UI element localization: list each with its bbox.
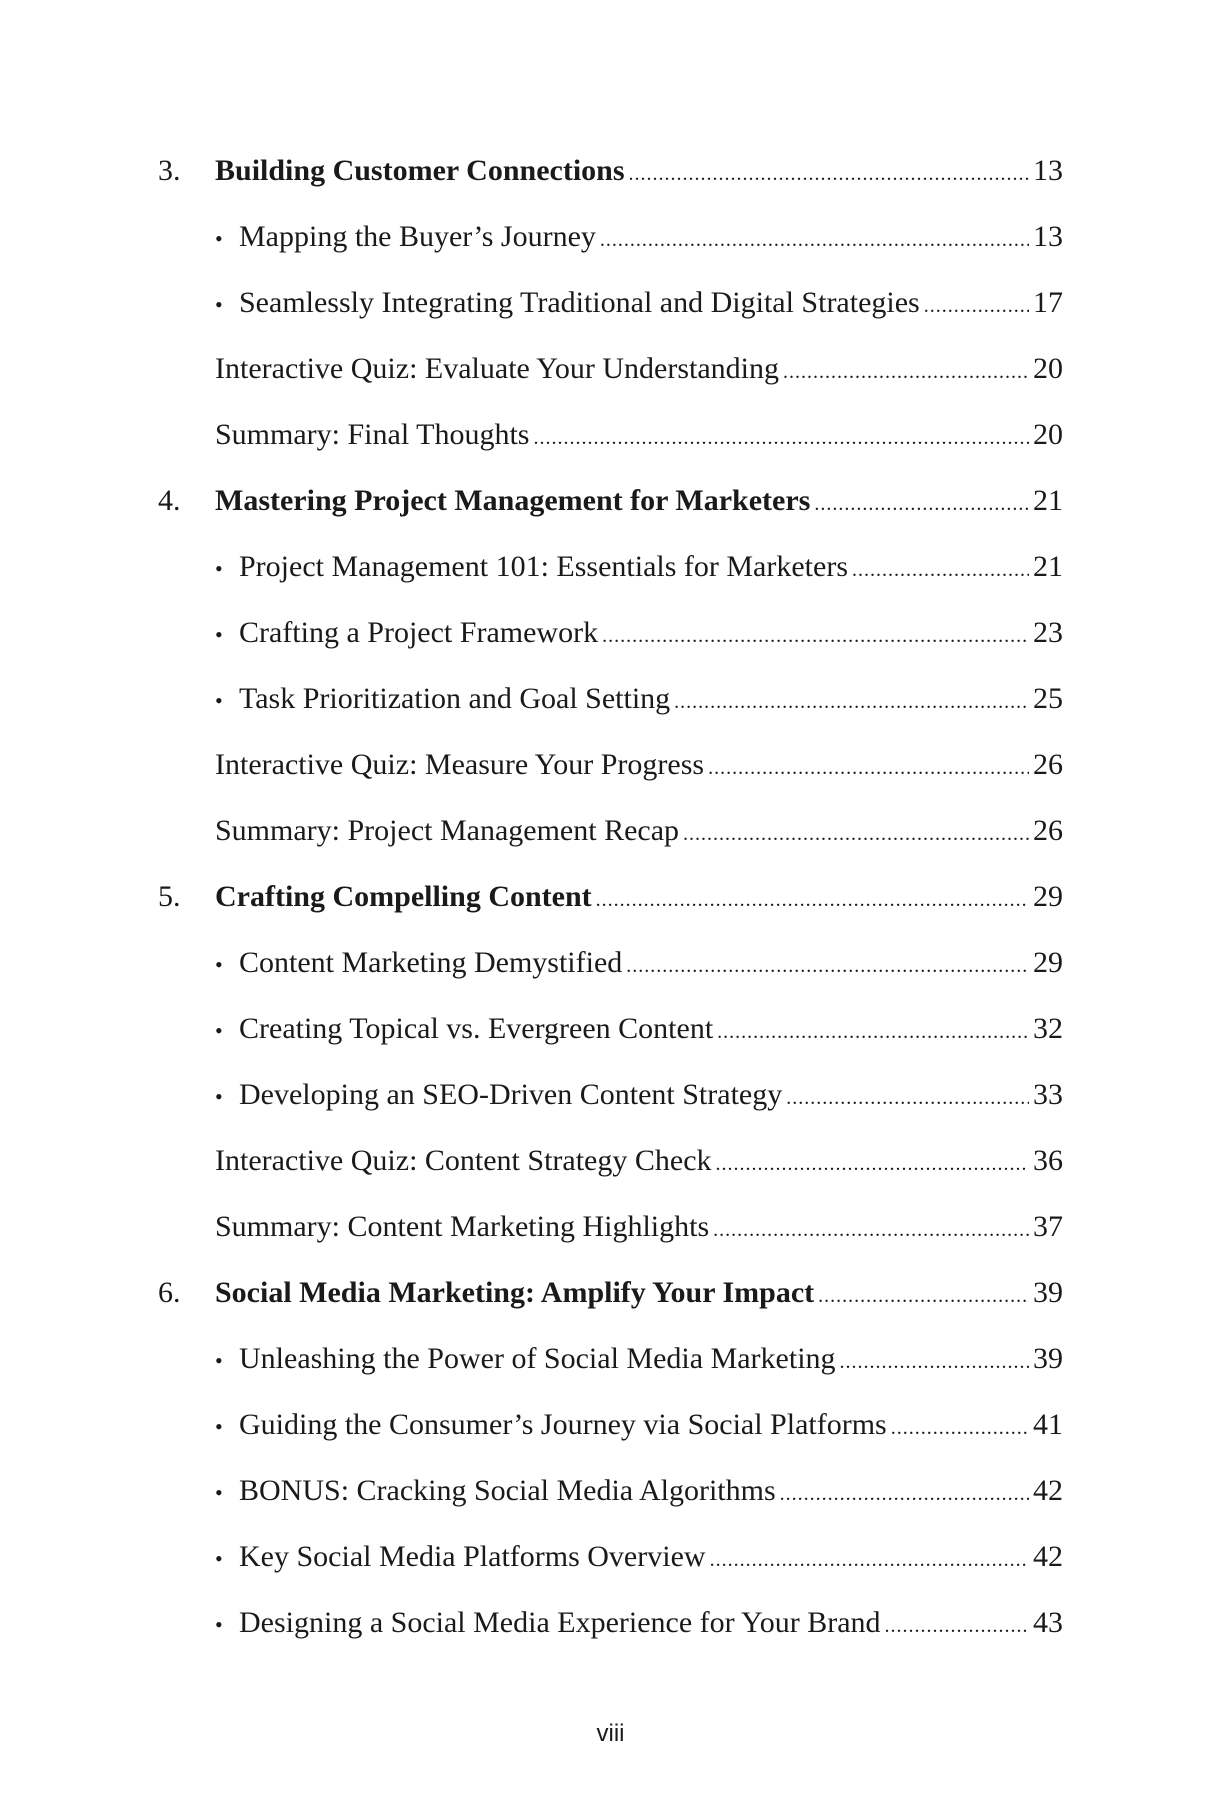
bullet-icon: • xyxy=(215,1480,223,1505)
dot-leader xyxy=(626,943,1029,989)
extra-title: Interactive Quiz: Measure Your Progress xyxy=(215,748,705,781)
section-title: Crafting a Project Framework xyxy=(239,616,599,649)
section-title: Seamlessly Integrating Traditional and Digital Strategies xyxy=(239,286,920,319)
page-number: 39 xyxy=(1033,1276,1063,1309)
extra-title: Interactive Quiz: Content Strategy Check xyxy=(215,1144,712,1177)
page-number: 29 xyxy=(1033,946,1063,979)
extra-title: Summary: Project Management Recap xyxy=(215,814,680,847)
chapter-title: Mastering Project Management for Marketers xyxy=(215,484,811,517)
toc-section-item[interactable] xyxy=(0,940,1221,986)
page-number: 13 xyxy=(1033,220,1063,253)
page-number: 32 xyxy=(1033,1012,1063,1045)
section-title: Mapping the Buyer’s Journey xyxy=(239,220,596,253)
page-number: 25 xyxy=(1033,682,1063,715)
dot-leader xyxy=(533,415,1029,461)
section-title: BONUS: Cracking Social Media Algorithms xyxy=(239,1474,776,1507)
section-title: Guiding the Consumer’s Journey via Social Platforms xyxy=(239,1408,887,1441)
toc-section-item[interactable] xyxy=(0,214,1221,260)
dot-leader xyxy=(674,679,1029,725)
section-title: Task Prioritization and Goal Setting xyxy=(239,682,671,715)
toc-extra-item[interactable] xyxy=(0,742,1221,788)
page-number: 13 xyxy=(1033,154,1063,187)
section-title: Content Marketing Demystified xyxy=(239,946,623,979)
toc-section-item[interactable] xyxy=(0,1336,1221,1382)
dot-leader xyxy=(783,349,1029,395)
chapter-title: Building Customer Connections xyxy=(215,154,625,187)
section-title: Project Management 101: Essentials for Marketers xyxy=(239,550,848,583)
bullet-icon: • xyxy=(215,1546,223,1571)
page-number: 29 xyxy=(1033,880,1063,913)
dot-leader xyxy=(710,1537,1029,1583)
page-folio: viii xyxy=(596,1720,625,1747)
toc-section-item[interactable] xyxy=(0,676,1221,722)
toc-section-item[interactable] xyxy=(0,610,1221,656)
bullet-icon: • xyxy=(215,556,223,581)
dot-leader xyxy=(717,1009,1029,1055)
toc-chapter-6[interactable] xyxy=(0,1270,1221,1316)
toc-extra-item[interactable] xyxy=(0,1204,1221,1250)
toc-section-item[interactable] xyxy=(0,280,1221,326)
bullet-icon: • xyxy=(215,688,223,713)
chapter-number: 6. xyxy=(158,1276,181,1309)
section-title: Designing a Social Media Experience for Your Brand xyxy=(239,1606,881,1639)
toc-section-item[interactable] xyxy=(0,1072,1221,1118)
bullet-icon: • xyxy=(215,622,223,647)
page-number: 43 xyxy=(1033,1606,1063,1639)
bullet-icon: • xyxy=(215,226,223,251)
page-number: 39 xyxy=(1033,1342,1063,1375)
page-number: 26 xyxy=(1033,748,1063,781)
extra-title: Summary: Content Marketing Highlights xyxy=(215,1210,710,1243)
toc-section-item[interactable] xyxy=(0,1534,1221,1580)
chapter-title: Crafting Compelling Content xyxy=(215,880,592,913)
dot-leader xyxy=(840,1339,1029,1385)
toc-section-item[interactable] xyxy=(0,1402,1221,1448)
page-number: 37 xyxy=(1033,1210,1063,1243)
dot-leader xyxy=(924,283,1029,329)
chapter-number: 3. xyxy=(158,154,181,187)
bullet-icon: • xyxy=(215,1084,223,1109)
page-number: 33 xyxy=(1033,1078,1063,1111)
page-number: 21 xyxy=(1033,550,1063,583)
page-number: 41 xyxy=(1033,1408,1063,1441)
chapter-title: Social Media Marketing: Amplify Your Impact xyxy=(215,1276,815,1309)
toc-section-item[interactable] xyxy=(0,1468,1221,1514)
section-title: Unleashing the Power of Social Media Marketing xyxy=(239,1342,836,1375)
toc-section-item[interactable] xyxy=(0,1600,1221,1646)
page-number: 17 xyxy=(1033,286,1063,319)
section-title: Developing an SEO-Driven Content Strategy xyxy=(239,1078,783,1111)
dot-leader xyxy=(814,481,1029,527)
section-title: Creating Topical vs. Evergreen Content xyxy=(239,1012,714,1045)
dot-leader xyxy=(716,1141,1029,1187)
toc-chapter-3[interactable] xyxy=(0,148,1221,194)
dot-leader xyxy=(891,1405,1029,1451)
page-number: 21 xyxy=(1033,484,1063,517)
section-title: Key Social Media Platforms Overview xyxy=(239,1540,706,1573)
dot-leader xyxy=(683,811,1029,857)
dot-leader xyxy=(780,1471,1029,1517)
toc-section-item[interactable] xyxy=(0,544,1221,590)
page-number: 36 xyxy=(1033,1144,1063,1177)
dot-leader xyxy=(629,151,1029,197)
page-number: 42 xyxy=(1033,1540,1063,1573)
extra-title: Summary: Final Thoughts xyxy=(215,418,530,451)
toc-extra-item[interactable] xyxy=(0,346,1221,392)
page-number: 20 xyxy=(1033,352,1063,385)
dot-leader xyxy=(786,1075,1029,1121)
page-number: 20 xyxy=(1033,418,1063,451)
bullet-icon: • xyxy=(215,292,223,317)
toc-section-item[interactable] xyxy=(0,1006,1221,1052)
dot-leader xyxy=(602,613,1029,659)
extra-title: Interactive Quiz: Evaluate Your Understanding xyxy=(215,352,780,385)
toc-extra-item[interactable] xyxy=(0,412,1221,458)
bullet-icon: • xyxy=(215,1348,223,1373)
dot-leader xyxy=(852,547,1029,593)
dot-leader xyxy=(713,1207,1029,1253)
toc-extra-item[interactable] xyxy=(0,808,1221,854)
page-number: 23 xyxy=(1033,616,1063,649)
chapter-number: 5. xyxy=(158,880,181,913)
toc-chapter-4[interactable] xyxy=(0,478,1221,524)
chapter-number: 4. xyxy=(158,484,181,517)
bullet-icon: • xyxy=(215,952,223,977)
toc-extra-item[interactable] xyxy=(0,1138,1221,1184)
bullet-icon: • xyxy=(215,1018,223,1043)
dot-leader xyxy=(818,1273,1029,1319)
bullet-icon: • xyxy=(215,1612,223,1637)
bullet-icon: • xyxy=(215,1414,223,1439)
page-number: 26 xyxy=(1033,814,1063,847)
dot-leader xyxy=(708,745,1029,791)
dot-leader xyxy=(885,1603,1029,1649)
page-number: 42 xyxy=(1033,1474,1063,1507)
toc-chapter-5[interactable] xyxy=(0,874,1221,920)
dot-leader xyxy=(600,217,1029,263)
dot-leader xyxy=(596,877,1029,923)
